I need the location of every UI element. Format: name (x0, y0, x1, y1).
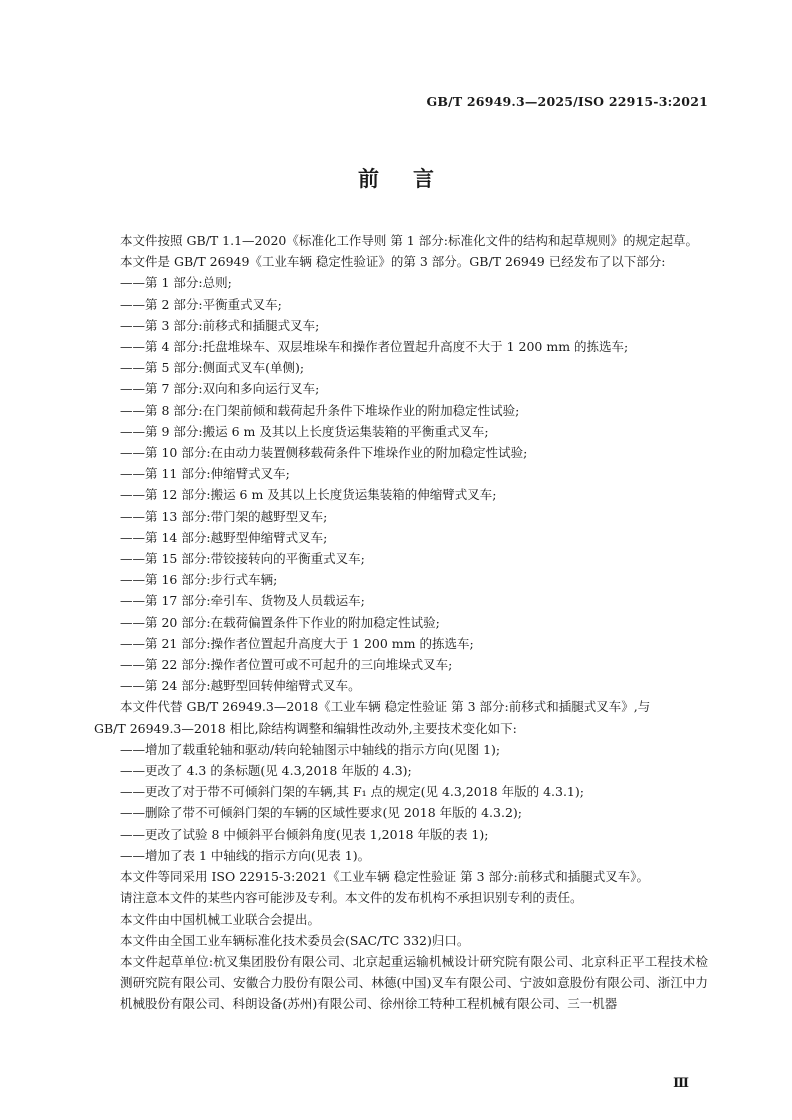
list-item: ——第 20 部分:在载荷偏置条件下作业的附加稳定性试验; (120, 614, 440, 630)
list-item: ——第 16 部分:步行式车辆; (120, 572, 278, 588)
list-item: ——第 3 部分:前移式和插腿式叉车; (120, 317, 320, 333)
paragraph-drafting-units: 本文件起草单位:杭叉集团股份有限公司、北京起重运输机械设计研究院有限公司、北京科正平工程技术检测研究院有限公司、安徽合力股份有限公司、林德(中国)叉车有限公司、宁波如意股份有限公司、浙江中力机械股份有限公司、科朗设备(苏州)有限公司、徐州徐工特种工程机械有限公司、三一机器 (120, 953, 708, 1012)
list-item: ——增加了表 1 中轴线的指示方向(见表 1)。 (120, 847, 371, 863)
list-item: ——更改了试验 8 中倾斜平台倾斜角度(见表 1,2018 年版的表 1); (120, 826, 489, 842)
parts-list (94, 272, 708, 696)
paragraph-patent-notice: 请注意本文件的某些内容可能涉及专利。本文件的发布机构不承担识别专利的责任。 (120, 890, 583, 906)
list-item: ——第 17 部分:牵引车、货物及人员载运车; (120, 593, 365, 609)
list-item: ——第 21 部分:操作者位置起升高度大于 1 200 mm 的拣选车; (120, 635, 474, 651)
list-item: ——第 22 部分:操作者位置可或不可起升的三向堆垛式叉车; (120, 657, 453, 673)
paragraph-equivalence: 本文件等同采用 ISO 22915-3:2021《工业车辆 稳定性验证 第 3 部分:前移式和插腿式叉车》。 (120, 869, 649, 885)
list-item: ——更改了 4.3 的条标题(见 4.3,2018 年版的 4.3); (120, 763, 412, 779)
document-body (94, 230, 708, 1015)
paragraph-replaces-cont: GB/T 26949.3—2018 相比,除结构调整和编辑性改动外,主要技术变化如下: (94, 720, 517, 736)
page-title: 前言 (358, 167, 468, 191)
list-item: ——第 24 部分:越野型回转伸缩臂式叉车。 (120, 678, 361, 694)
list-item: ——更改了对于带不可倾斜门架的车辆,其 F₁ 点的规定(见 4.3,2018 年版的 4.3.1); (120, 784, 584, 800)
list-item: ——第 5 部分:侧面式叉车(单侧); (120, 360, 305, 376)
list-item: ——第 12 部分:搬运 6 m 及其以上长度货运集装箱的伸缩臂式叉车; (120, 487, 497, 503)
list-item: ——增加了载重轮轴和驱动/转向轮轴图示中轴线的指示方向(见图 1); (120, 741, 501, 757)
list-item: ——第 10 部分:在由动力装置侧移载荷条件下堆垛作业的附加稳定性试验; (120, 445, 528, 461)
paragraph-series-intro: 本文件是 GB/T 26949《工业车辆 稳定性验证》的第 3 部分。GB/T 26949 已经发布了以下部分: (120, 254, 666, 270)
list-item: ——删除了带不可倾斜门架的车辆的区域性要求(见 2018 年版的 4.3.2); (120, 805, 523, 821)
list-item: ——第 14 部分:越野型伸缩臂式叉车; (120, 529, 328, 545)
paragraph-proposer: 本文件由中国机械工业联合会提出。 (120, 911, 321, 927)
changes-list (94, 739, 708, 866)
standard-code-header: GB/T 26949.3—2025/ISO 22915-3:2021 (426, 94, 708, 109)
paragraph-drafting-rules: 本文件按照 GB/T 1.1—2020《标准化工作导则 第 1 部分:标准化文件的结构和起草规则》的规定起草。 (120, 233, 698, 248)
paragraph-technical-committee: 本文件由全国工业车辆标准化技术委员会(SAC/TC 332)归口。 (120, 932, 470, 948)
paragraph-replaces: 本文件代替 GB/T 26949.3—2018《工业车辆 稳定性验证 第 3 部分:前移式和插腿式叉车》,与 (120, 699, 651, 715)
list-item: ——第 1 部分:总则; (120, 275, 232, 291)
list-item: ——第 9 部分:搬运 6 m 及其以上长度货运集装箱的平衡重式叉车; (120, 423, 489, 439)
list-item: ——第 4 部分:托盘堆垛车、双层堆垛车和操作者位置起升高度不大于 1 200 mm 的拣选车; (120, 339, 629, 355)
list-item: ——第 7 部分:双向和多向运行叉车; (120, 381, 320, 397)
list-item: ——第 2 部分:平衡重式叉车; (120, 296, 282, 312)
list-item: ——第 15 部分:带铰接转向的平衡重式叉车; (120, 551, 365, 567)
list-item: ——第 11 部分:伸缩臂式叉车; (120, 466, 290, 482)
list-item: ——第 13 部分:带门架的越野型叉车; (120, 508, 328, 524)
page-number: Ⅲ (673, 1076, 688, 1091)
list-item: ——第 8 部分:在门架前倾和载荷起升条件下堆垛作业的附加稳定性试验; (120, 402, 520, 418)
